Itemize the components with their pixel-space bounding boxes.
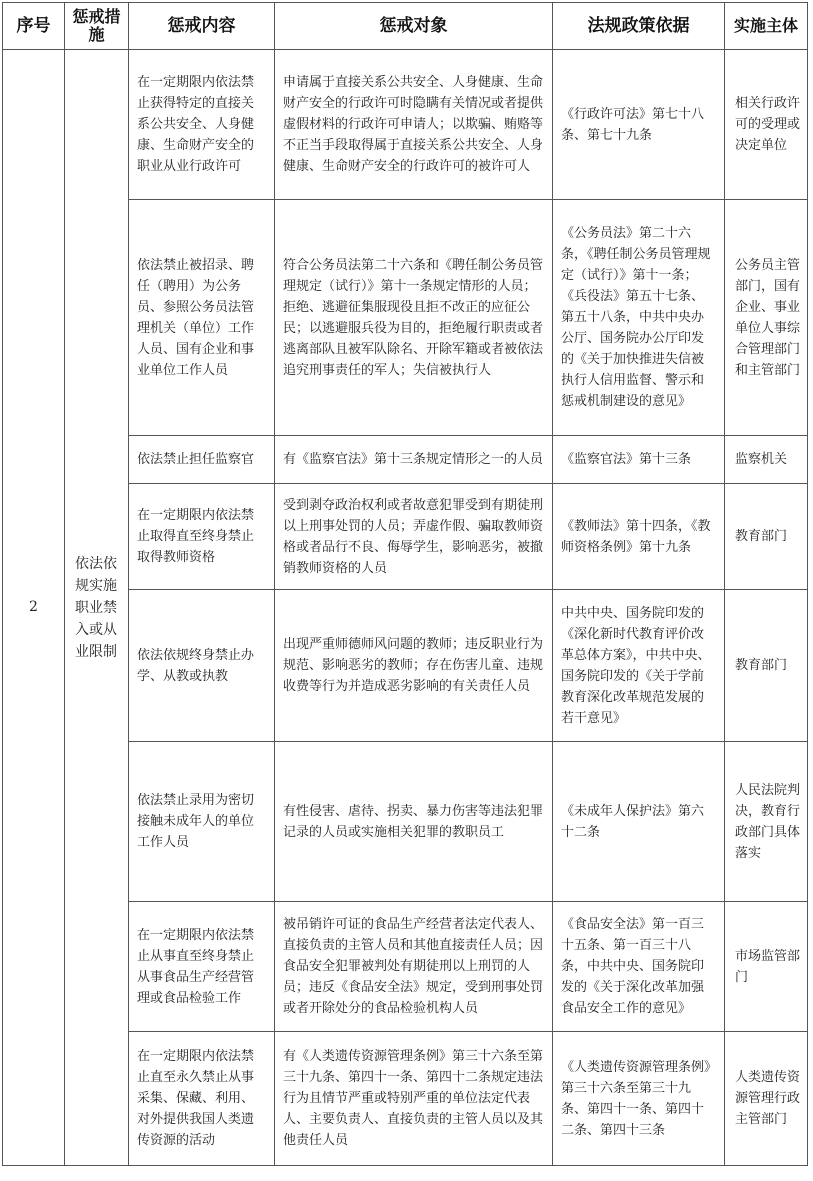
target-cell: 被吊销许可证的食品生产经营者法定代表人、直接负责的主管人员和其他直接责任人员；因食品安全犯罪被判处有期徒刑以上刑罚的人员；违反《食品安全法》规定，受到刑事处罚或者开除处分的食品检验机构人员 [275, 902, 553, 1032]
target-cell: 有《监察官法》第十三条规定情形之一的人员 [275, 436, 553, 484]
header-subject: 实施主体 [725, 3, 808, 50]
header-basis: 法规政策依据 [553, 3, 725, 50]
basis-cell: 《食品安全法》第一百三十五条、第一百三十八条，中共中央、国务院印发的《关于深化改革加强食品安全工作的意见》 [553, 902, 725, 1032]
content-cell: 依法禁止担任监察官 [129, 436, 275, 484]
measure-cell: 依法依规实施职业禁入或从业限制 [65, 50, 129, 1166]
basis-cell: 《公务员法》第二十六条，《聘任制公务员管理规定（试行）》第十一条；《兵役法》第五十七条、第五十八条，中共中央办公厅、国务院办公厅印发的《关于加快推进失信被执行人信用监督、警示和惩戒机制建设的意见》 [553, 200, 725, 436]
table-row [3, 50, 808, 200]
content-cell: 在一定期限内依法禁止从事直至终身禁止从事食品生产经营管理或食品检验工作 [129, 902, 275, 1032]
header-target: 惩戒对象 [275, 3, 553, 50]
subject-cell: 公务员主管部门，国有企业、事业单位人事综合管理部门和主管部门 [725, 200, 808, 436]
table-body [3, 50, 808, 1166]
subject-cell: 教育部门 [725, 484, 808, 590]
content-cell: 依法禁止被招录、聘任（聘用）为公务员、参照公务员法管理机关（单位）工作人员、国有企业和事业单位工作人员 [129, 200, 275, 436]
header-measure: 惩戒措施 [65, 3, 129, 50]
basis-cell: 《监察官法》第十三条 [553, 436, 725, 484]
target-cell: 出现严重师德师风问题的教师；违反职业行为规范、影响恶劣的教师；存在伤害儿童、违规收费等行为并造成恶劣影响的有关责任人员 [275, 590, 553, 742]
content-cell: 在一定期限内依法禁止取得直至终身禁止取得教师资格 [129, 484, 275, 590]
header-content: 惩戒内容 [129, 3, 275, 50]
basis-cell: 《人类遗传资源管理条例》第三十六条至第三十九条、第四十一条、第四十二条、第四十三条 [553, 1032, 725, 1166]
penalty-measures-table [2, 2, 808, 1166]
target-cell: 有《人类遗传资源管理条例》第三十六条至第三十九条、第四十一条、第四十二条规定违法行为且情节严重或特别严重的单位法定代表人、主要负责人、直接负责的主管人员以及其他责任人员 [275, 1032, 553, 1166]
basis-cell: 中共中央、国务院印发的《深化新时代教育评价改革总体方案》，中共中央、国务院印发的《关于学前教育深化改革规范发展的若干意见》 [553, 590, 725, 742]
subject-cell: 监察机关 [725, 436, 808, 484]
basis-cell: 《未成年人保护法》第六十二条 [553, 742, 725, 902]
content-cell: 在一定期限内依法禁止获得特定的直接关系公共安全、人身健康、生命财产安全的职业从业行政许可 [129, 50, 275, 200]
header-row [3, 3, 808, 50]
basis-cell: 《教师法》第十四条，《教师资格条例》第十九条 [553, 484, 725, 590]
target-cell: 有性侵害、虐待、拐卖、暴力伤害等违法犯罪记录的人员或实施相关犯罪的教职员工 [275, 742, 553, 902]
basis-cell: 《行政许可法》第七十八条、第七十九条 [553, 50, 725, 200]
seq-cell: 2 [3, 50, 65, 1166]
subject-cell: 市场监管部门 [725, 902, 808, 1032]
subject-cell: 相关行政许可的受理或决定单位 [725, 50, 808, 200]
subject-cell: 人民法院判决，教育行政部门具体落实 [725, 742, 808, 902]
content-cell: 依法禁止录用为密切接触未成年人的单位工作人员 [129, 742, 275, 902]
target-cell: 受到剥夺政治权利或者故意犯罪受到有期徒刑以上刑事处罚的人员；弄虚作假、骗取教师资格或者品行不良、侮辱学生，影响恶劣，被撤销教师资格的人员 [275, 484, 553, 590]
target-cell: 申请属于直接关系公共安全、人身健康、生命财产安全的行政许可时隐瞒有关情况或者提供虚假材料的行政许可申请人；以欺骗、贿赂等不正当手段取得属于直接关系公共安全、人身健康、生命财产安全的行政许可的被许可人 [275, 50, 553, 200]
header-seq: 序号 [3, 3, 65, 50]
content-cell: 在一定期限内依法禁止直至永久禁止从事采集、保藏、利用、对外提供我国人类遗传资源的活动 [129, 1032, 275, 1166]
content-cell: 依法依规终身禁止办学、从教或执教 [129, 590, 275, 742]
subject-cell: 人类遗传资源管理行政主管部门 [725, 1032, 808, 1166]
subject-cell: 教育部门 [725, 590, 808, 742]
table-header [3, 3, 808, 50]
target-cell: 符合公务员法第二十六条和《聘任制公务员管理规定（试行）》第十一条规定情形的人员；拒绝、逃避征集服现役且拒不改正的应征公民；以逃避服兵役为目的，拒绝履行职责或者逃离部队且被军队除名、开除军籍或者被依法追究刑事责任的军人；失信被执行人 [275, 200, 553, 436]
